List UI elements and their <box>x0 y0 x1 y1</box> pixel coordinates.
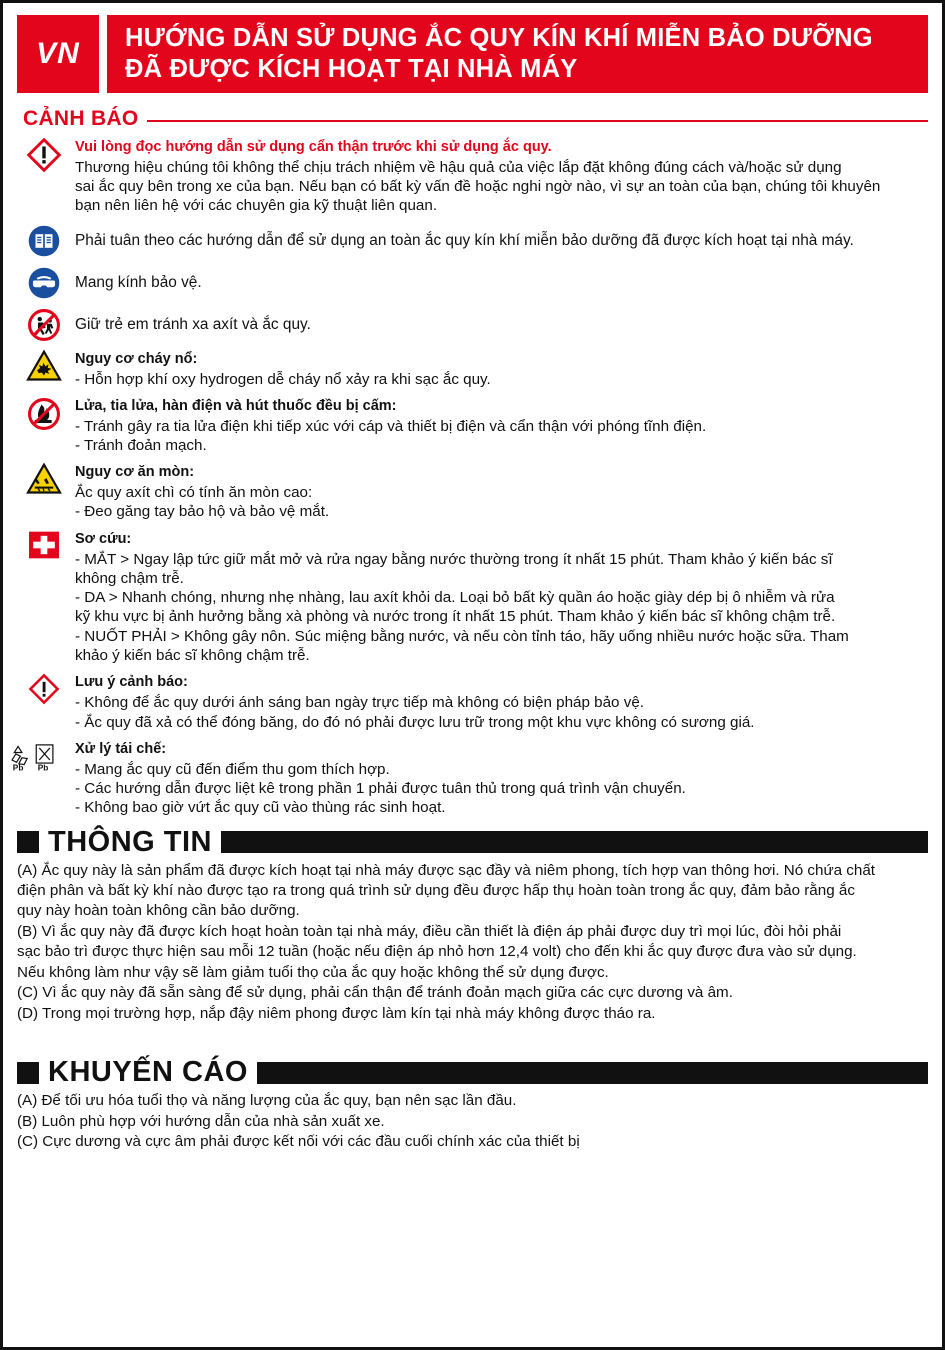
warning-item-line: - Không bao giờ vứt ắc quy cũ vào thùng rác sinh hoạt. <box>75 799 446 817</box>
warning-item-line: - NUỐT PHẢI > Không gây nôn. Súc miệng bằng nước, và nếu còn tỉnh táo, hãy uống nhiều nước hoặc sữa. Tham <box>75 627 849 645</box>
no-fire-no-smoking-icon <box>23 396 65 431</box>
warning-item-body <box>75 349 928 389</box>
warning-item-line: Mang kính bảo vệ. <box>75 273 202 291</box>
warning-item-title: Xử lý tái chế: <box>75 740 167 757</box>
warning-item-body <box>75 462 928 521</box>
warning-item <box>17 462 928 521</box>
info-heading-bar <box>221 831 928 853</box>
language-badge: VN <box>17 15 99 93</box>
warning-item-body <box>75 739 928 818</box>
warning-item-title: Lưu ý cảnh báo: <box>75 674 188 691</box>
warning-heading-rule <box>147 120 928 122</box>
warning-note-icon <box>23 672 65 705</box>
heading-square-marker <box>17 1062 39 1084</box>
corrosive-hazard-icon <box>23 462 65 495</box>
title-line-1: HƯỚNG DẪN SỬ DỤNG ẮC QUY KÍN KHÍ MIỄN BẢO DƯỠNG <box>125 23 873 52</box>
recommendation-paragraph-line: (B) Luôn phù hợp với hướng dẫn của nhà sản xuất xe. <box>17 1112 385 1130</box>
warning-section-heading <box>23 107 928 131</box>
warning-item-body <box>75 223 928 251</box>
info-paragraph-line: quy này hoàn toàn không cần bảo dưỡng. <box>17 902 300 920</box>
warning-item <box>17 223 928 258</box>
keep-children-away-icon <box>23 307 65 342</box>
warning-item-line: Giữ trẻ em tránh xa axít và ắc quy. <box>75 315 311 333</box>
info-paragraph-line: (C) Vì ắc quy này đã sẵn sàng để sử dụng, phải cẩn thận để tránh đoản mạch giữa các cực dương và âm. <box>17 984 733 1002</box>
info-heading-label: THÔNG TIN <box>48 825 212 858</box>
warning-item-line: - Tránh đoản mạch. <box>75 437 207 455</box>
warning-item <box>17 307 928 342</box>
warning-item <box>17 396 928 455</box>
warning-item-body <box>75 529 928 666</box>
svg-text:Pb: Pb <box>37 762 49 773</box>
warning-item-line: - Hỗn hợp khí oxy hydrogen dễ cháy nổ xảy ra khi sạc ắc quy. <box>75 370 491 388</box>
warning-item-line: - Không để ắc quy dưới ánh sáng ban ngày trực tiếp mà không có biện pháp bảo vệ. <box>75 694 644 712</box>
warning-item-line: sai ắc quy bên trong xe của bạn. Nếu bạn có bất kỳ vấn đề hoặc nghi ngờ nào, vì sự an toàn của bạn, chúng tôi khuyên <box>75 178 881 196</box>
warning-item-line: - Tránh gây ra tia lửa điện khi tiếp xúc với cáp và thiết bị điện và cẩn thận với phóng tĩnh điện. <box>75 417 707 435</box>
recommendation-section-heading <box>17 1058 928 1087</box>
warning-item-body <box>75 137 928 216</box>
svg-text:Pb: Pb <box>12 762 24 773</box>
safety-goggles-icon <box>23 265 65 300</box>
heading-square-marker <box>17 831 39 853</box>
info-paragraph-line: (B) Vì ắc quy này đã được kích hoạt hoàn toàn tại nhà máy, điều cần thiết là điện áp phải được duy trì mọi lúc, đòi hỏi phải <box>17 922 842 940</box>
warning-item <box>17 529 928 666</box>
warning-item-body <box>75 307 928 335</box>
warning-item <box>17 137 928 216</box>
warning-item <box>17 265 928 300</box>
warning-item-line: Phải tuân theo các hướng dẫn để sử dụng an toàn ắc quy kín khí miễn bảo dưỡng đã được kích hoạt tại nhà máy. <box>75 231 854 249</box>
recommendation-paragraph-line: (A) Để tối ưu hóa tuổi thọ và năng lượng của ắc quy, bạn nên sạc lần đầu. <box>17 1092 517 1110</box>
exclamation-diamond-icon <box>23 137 65 172</box>
recycle-lead-icon <box>12 739 65 774</box>
warning-item <box>17 672 928 731</box>
warning-item-line: Ắc quy axít chì có tính ăn mòn cao: <box>75 484 313 502</box>
warning-item-title: Lửa, tia lửa, hàn điện và hút thuốc đều bị cấm: <box>75 397 397 414</box>
info-paragraph-line: (A) Ắc quy này là sản phẩm đã được kích hoạt tại nhà máy được sạc đầy và niêm phong, tích hợp van thông hơi. Nó chứa chất <box>17 861 876 879</box>
warning-item-line: - Các hướng dẫn được liệt kê trong phần 1 phải được tuân thủ trong quá trình vận chuyển. <box>75 779 686 797</box>
warning-item-line: - Mang ắc quy cũ đến điểm thu gom thích hợp. <box>75 760 390 778</box>
document-title <box>107 15 928 93</box>
warning-item-body <box>75 672 928 731</box>
warning-item-line: Thương hiệu chúng tôi không thể chịu trách nhiệm về hậu quả của việc lắp đặt không đúng cách và/hoặc sử dụng <box>75 158 842 176</box>
warning-item-line: - Ắc quy đã xả có thể đóng băng, do đó nó phải được lưu trữ trong một khu vực không có sương giá. <box>75 713 755 731</box>
warning-item-line: khảo ý kiến bác sĩ không chậm trễ. <box>75 647 310 665</box>
recommendation-heading-bar <box>257 1062 928 1084</box>
info-paragraph-line: sạc bảo trì được thực hiện sau mỗi 12 tuần (hoặc nếu điện áp nhỏ hơn 12,4 volt) cho đến khi ắc quy được đưa vào sử dụng. <box>17 943 857 961</box>
section-spacer <box>17 1024 928 1048</box>
info-section-heading <box>17 825 928 858</box>
document-header <box>17 15 928 93</box>
recommendation-body <box>17 1091 928 1151</box>
warning-item-body <box>75 265 928 293</box>
warning-item-body <box>75 396 928 455</box>
info-body <box>17 861 928 1024</box>
first-aid-icon <box>23 529 65 560</box>
warning-item-line: - Đeo găng tay bảo hộ và bảo vệ mắt. <box>75 503 330 521</box>
title-line-2: ĐÃ ĐƯỢC KÍCH HOẠT TẠI NHÀ MÁY <box>125 55 578 83</box>
recommendation-heading-label: KHUYẾN CÁO <box>48 1056 248 1089</box>
info-paragraph-line: Nếu không làm như vậy sẽ làm giảm tuổi thọ của ắc quy hoặc không thể sử dụng được. <box>17 963 609 981</box>
warning-item-title: Nguy cơ ăn mòn: <box>75 464 195 481</box>
info-paragraph-line: điện phân và bất kỳ khí nào được tạo ra trong quá trình sử dụng đều được hấp thụ hoàn toàn trong ắc quy, đảm bảo rằng ắc <box>17 882 855 899</box>
warning-item-title: Vui lòng đọc hướng dẫn sử dụng cẩn thận trước khi sử dụng ắc quy. <box>75 139 552 155</box>
recommendation-paragraph-line: (C) Cực dương và cực âm phải được kết nối với các đầu cuối chính xác của thiết bị <box>17 1133 580 1151</box>
explosion-hazard-icon <box>23 349 65 382</box>
warning-item <box>17 349 928 389</box>
warning-item-title: Nguy cơ cháy nổ: <box>75 350 198 367</box>
warning-item-line: - DA > Nhanh chóng, nhưng nhẹ nhàng, lau axít khỏi da. Loại bỏ bất kỳ quần áo hoặc giày dép bị ô nhiễm và rửa <box>75 589 835 607</box>
warning-item-line: bạn nên liên hệ với các chuyên gia kỹ thuật liên quan. <box>75 197 438 215</box>
info-paragraph-line: (D) Trong mọi trường hợp, nắp đậy niêm phong được làm kín tại nhà máy không được tháo ra. <box>17 1004 656 1022</box>
warning-heading-label: CẢNH BÁO <box>23 107 139 130</box>
warning-item-line: không chậm trễ. <box>75 569 184 587</box>
warning-item-title: Sơ cứu: <box>75 530 132 547</box>
warning-list <box>12 137 928 818</box>
read-manual-icon <box>23 223 65 258</box>
warning-item-line: - MẮT > Ngay lập tức giữ mắt mở và rửa ngay bằng nước thường trong ít nhất 15 phút. Tham khảo ý kiến bác sĩ <box>75 550 833 568</box>
warning-item-line: kỹ khu vực bị ảnh hưởng bằng xà phòng và nước trong ít nhất 15 phút. Tham khảo ý kiến bác sĩ không chậm trễ. <box>75 608 836 626</box>
warning-item <box>12 739 928 818</box>
